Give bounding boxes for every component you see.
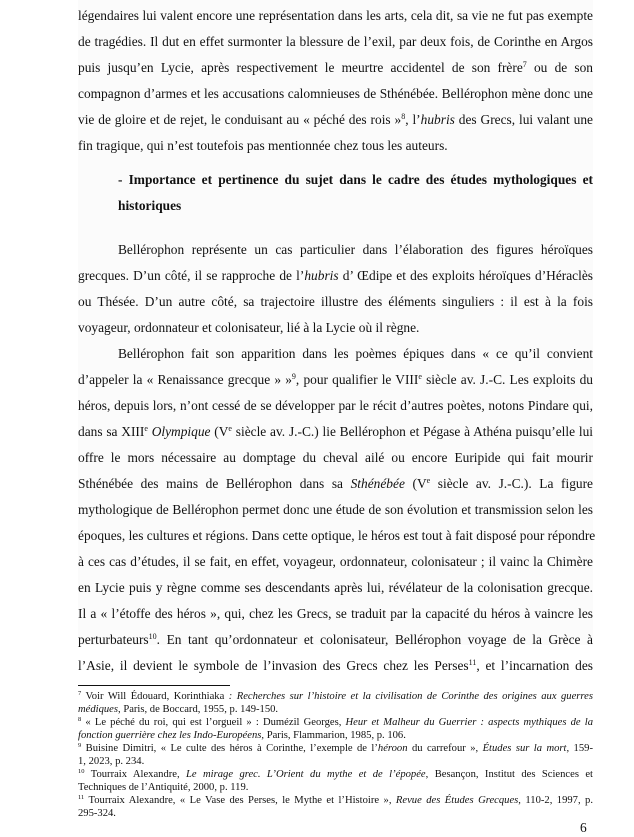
footnote-ref-10[interactable]: 10 xyxy=(148,632,157,641)
text-run: 159- xyxy=(569,743,593,754)
text-run: ou de son xyxy=(526,60,593,75)
italic-title: Études sur la mort, xyxy=(482,743,570,754)
footnote-8 xyxy=(78,716,593,729)
body-line: Il a « l’étoffe des héros », qui, chez les Grecs, se traduit par la capacité du héros à vaincre les xyxy=(78,606,593,621)
footnote-ref-8[interactable]: 8 xyxy=(401,112,406,121)
italic-term: hubris xyxy=(304,268,339,283)
body-line: compagnon d’armes et les accusations calomnieuses de Sthénébée. Bellérophon mène donc une xyxy=(78,86,593,101)
body-line: en Lycie puis y règne comme ses descendants après lui, révélateur de la colonisation grecque. xyxy=(78,580,593,595)
text-run: Tourraix Alexandre, xyxy=(84,769,187,780)
text-run: , Besançon, Institut des Sciences et xyxy=(425,769,593,780)
footnote-number: 7 xyxy=(78,690,82,697)
body-line xyxy=(78,419,593,445)
footnote-ref-9[interactable]: 9 xyxy=(291,372,296,381)
text-run: , Paris, de Boccard, 1955, p. 149-150. xyxy=(118,704,279,715)
footnote-number: 9 xyxy=(78,742,82,749)
body-line: mythologique de Bellérophon permet donc une étude de son évolution et transmission selon les xyxy=(78,502,593,517)
section-heading-line: - Importance et pertinence du sujet dans le cadre des études mythologiques et xyxy=(118,172,593,187)
body-line: Bellérophon fait son apparition dans les poèmes épiques dans « ce qu’il convient xyxy=(118,346,593,361)
text-run: , l’ xyxy=(405,112,421,127)
ordinal-suffix: e xyxy=(144,424,148,433)
text-run: . En tant qu’ordonnateur et colonisateur, Bellérophon voyage de la Grèce à xyxy=(156,632,593,647)
footnote-separator xyxy=(78,685,230,686)
text-run: siècle av. J.-C.). La figure xyxy=(430,476,593,491)
footnote-11-cont: 295-324. xyxy=(78,808,116,819)
body-line xyxy=(78,55,593,81)
document-page xyxy=(78,0,596,647)
body-line xyxy=(78,107,593,133)
text-run: (V xyxy=(404,476,427,491)
text-run: « Le péché du roi, qui est l’orgueil » : Dumézil Georges, xyxy=(81,717,346,728)
text-run: siècle av. J.-C.) lie Bellérophon et Pégase à Athéna puisqu’elle lui xyxy=(231,424,593,439)
text-run: , 110-2, 1997, p. xyxy=(518,795,594,806)
body-line: fin tragique, qui n’est toutefois pas mentionnée chez tous les auteurs. xyxy=(78,138,448,153)
italic-title: Le mirage grec. L’Orient du mythe et de l’épopée xyxy=(186,769,426,780)
italic-term: hubris xyxy=(420,112,455,127)
footnote-ref-7[interactable]: 7 xyxy=(522,60,527,69)
body-line xyxy=(78,263,593,289)
footnote-number: 10 xyxy=(78,768,85,775)
footnote-number: 11 xyxy=(78,794,85,801)
text-run: dans sa XIII xyxy=(78,424,145,439)
text-run: vie de gloire et de rejet, le conduisant au « péché des rois » xyxy=(78,112,402,127)
text-run: Voir Will Édouard, Korinthiaka xyxy=(81,691,229,702)
footnote-10-cont: Techniques de l’Antiquité, 2000, p. 119. xyxy=(78,782,249,793)
italic-term: Sthénébée xyxy=(350,476,405,491)
footnote-9 xyxy=(78,742,593,755)
body-line xyxy=(78,367,593,393)
footnote-number: 8 xyxy=(78,716,82,723)
footnote-8-cont xyxy=(78,729,593,742)
section-heading-line: historiques xyxy=(118,198,182,213)
italic-term: Olympique xyxy=(151,424,211,439)
italic-title: Revue des Études Grecques xyxy=(395,795,519,806)
italic-title: médiques xyxy=(78,704,119,715)
text-run: , et l’incarnation des xyxy=(476,658,593,673)
text-run: Paris, Flammarion, 1985, p. 106. xyxy=(264,730,406,741)
text-run: des Grecs, lui valant une xyxy=(454,112,593,127)
text-run: Tourraix Alexandre, « Le Vase des Perses, le Mythe et l’Histoire », xyxy=(84,795,396,806)
ordinal-suffix: e xyxy=(418,372,422,381)
body-line xyxy=(78,627,593,653)
text-run: siècle av. J.-C. Les exploits du xyxy=(421,372,593,387)
ordinal-suffix: e xyxy=(426,476,431,485)
italic-title: : Recherches sur l’histoire et la civilisation de Corinthe des origines aux guerres xyxy=(228,691,593,702)
body-line xyxy=(78,653,593,679)
italic-title: Heur et Malheur du Guerrier : aspects mythiques de la xyxy=(345,717,593,728)
body-line: époques, les cultures et régions. Dans cette optique, le héros est tout à fait disposé pour répondre xyxy=(78,528,596,543)
text-run: , pour qualifier le VIII xyxy=(295,372,419,387)
body-line: Bellérophon représente un cas particulier dans l’élaboration des figures héroïques xyxy=(118,242,593,257)
body-line: ou Thésée. D’un autre côté, sa trajectoire illustre des éléments singuliers : il est à la fois xyxy=(78,294,593,309)
italic-title: fonction guerrière chez les Indo-Européens, xyxy=(78,730,265,741)
body-line: voyageur, ordonnateur et colonisateur, lié à la Lycie où il règne. xyxy=(78,320,420,335)
text-run: du carrefour », xyxy=(407,743,483,754)
text-run: perturbateurs xyxy=(78,632,149,647)
text-run: Sthénébée des mains de Bellérophon dans sa xyxy=(78,476,351,491)
body-line: légendaires lui valent encore une représentation dans les arts, cela dit, sa vie ne fut pas exempte xyxy=(78,8,593,23)
body-line: à ces cas d’études, il se fait, en effet, voyageur, ordonnateur, colonisateur ; il vainc la Chimère xyxy=(78,554,593,569)
footnote-10 xyxy=(78,768,593,781)
body-line: de tragédies. Il dut en effet surmonter la blessure de l’exil, par deux fois, de Corinthe en Argos xyxy=(78,34,593,49)
footnote-11 xyxy=(78,794,593,807)
footnote-9-cont: 1, 2023, p. 234. xyxy=(78,756,145,767)
body-line: offre le mors nécessaire au domptage du cheval ailé ou encore Euripide qui fait mourir xyxy=(78,450,593,465)
body-line xyxy=(78,471,593,497)
text-run: d’ Œdipe et des exploits héroïques d’Héraclès xyxy=(338,268,593,283)
text-run: d’appeler la « Renaissance grecque » » xyxy=(78,372,292,387)
footnote-7 xyxy=(78,690,593,703)
text-run: puis jusqu’en Lycie, après respectivement le meurtre accidentel de son frère xyxy=(78,60,523,75)
body-line: héros, depuis lors, n’ont cessé de se développer par le récit d’autres poètes, notons Pindare qui, xyxy=(78,398,593,413)
footnote-7-cont xyxy=(78,703,593,716)
text-run: Buisine Dimitri, « Le culte des héros à Corinthe, l’exemple de l’ xyxy=(81,743,378,754)
text-run: l’Asie, il devient le symbole de l’invasion des Grecs chez les Perses xyxy=(78,658,469,673)
italic-term: héroon xyxy=(377,743,408,754)
page-number: 6 xyxy=(580,820,587,835)
text-run: (V xyxy=(210,424,229,439)
ordinal-suffix: e xyxy=(228,424,232,433)
text-run: grecques. D’un côté, il se rapproche de l’ xyxy=(78,268,305,283)
footnote-ref-11[interactable]: 11 xyxy=(468,658,477,667)
